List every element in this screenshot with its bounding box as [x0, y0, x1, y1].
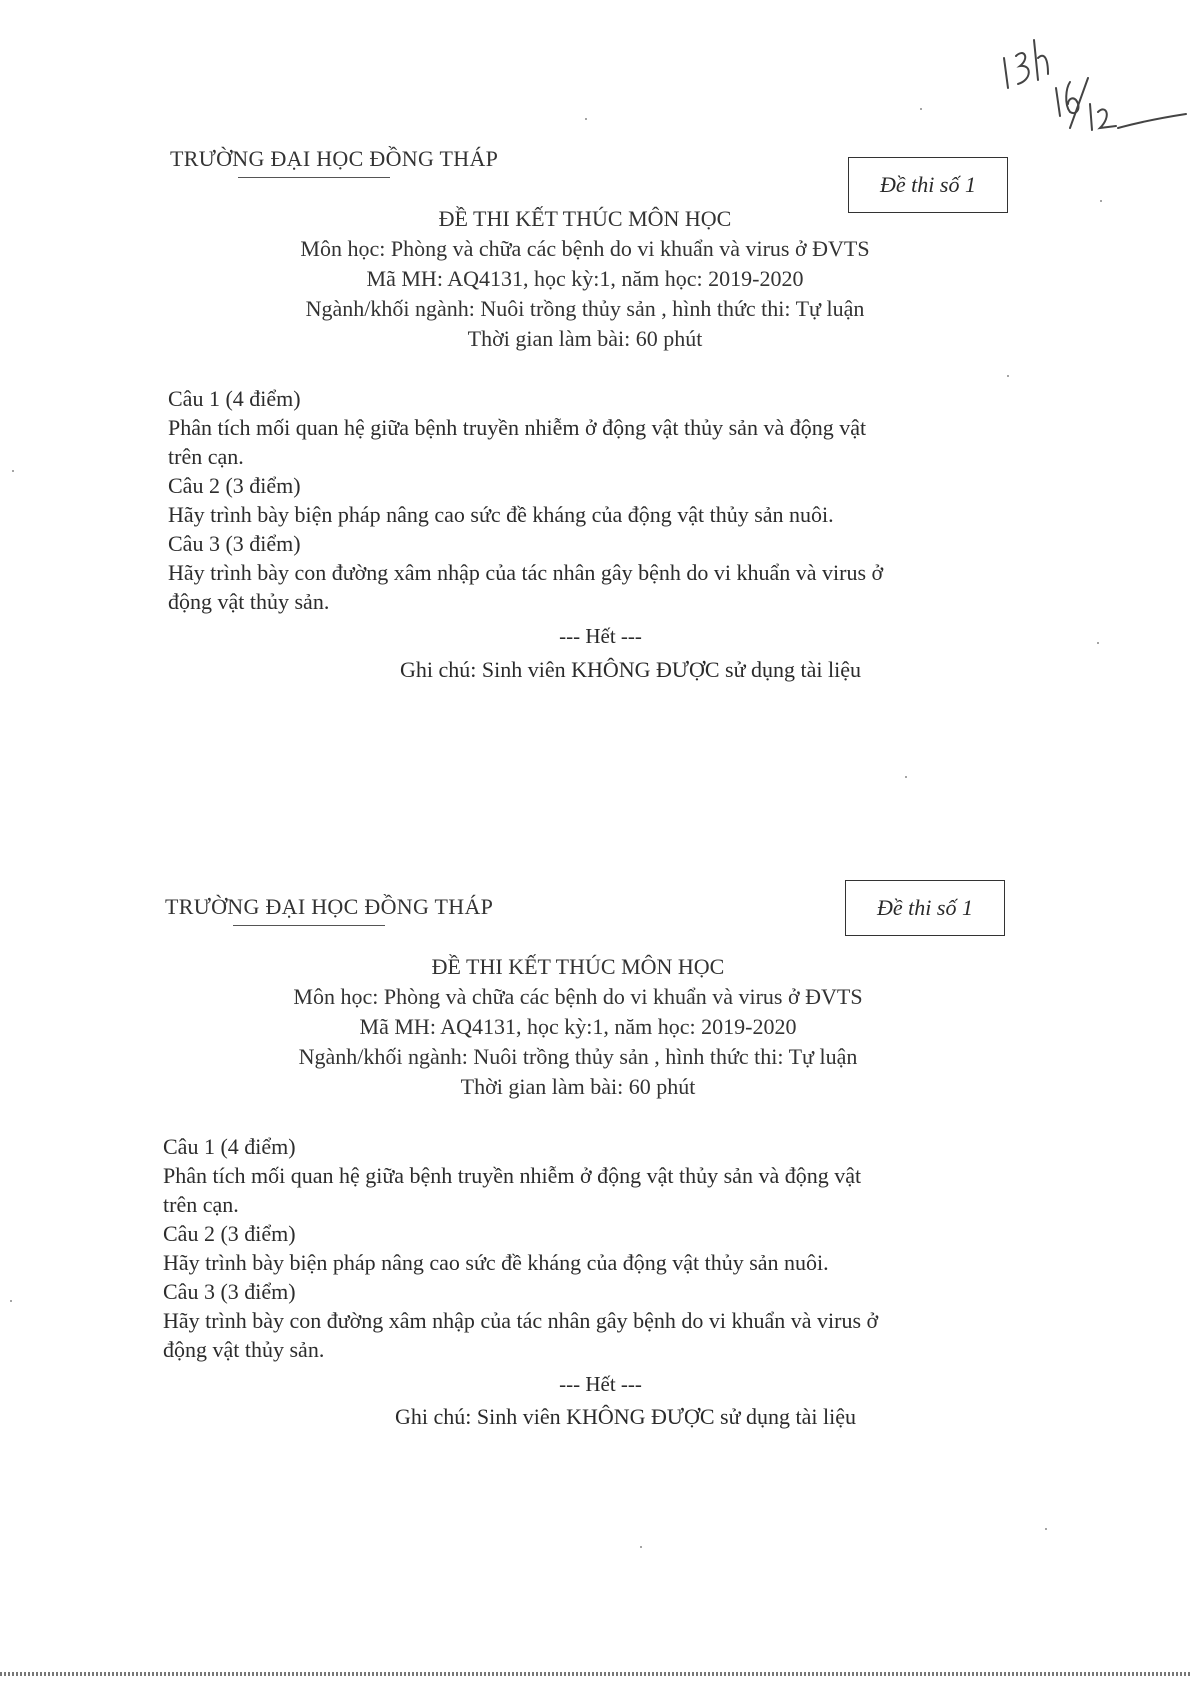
question-3-text: Hãy trình bày con đường xâm nhập của tác nhân gây bệnh do vi khuẩn và virus ở — [168, 560, 884, 585]
school-underline — [238, 177, 390, 178]
question-2-text: Hãy trình bày biện pháp nâng cao sức đề kháng của động vật thủy sản nuôi. — [163, 1250, 829, 1275]
exam-sheet-top — [0, 0, 1191, 682]
question-list — [168, 384, 1018, 616]
question-1-heading: Câu 1 (4 điểm) — [163, 1134, 296, 1159]
exam-title: ĐỀ THI KẾT THÚC MÔN HỌC — [431, 954, 725, 979]
exam-note: Ghi chú: Sinh viên KHÔNG ĐƯỢC sử dụng tài liệu — [399, 657, 862, 682]
exam-code-box — [845, 880, 1005, 936]
question-3-heading: Câu 3 (3 điểm) — [168, 531, 301, 556]
question-1-text-cont: trên cạn. — [168, 444, 244, 469]
question-3-text-cont: động vật thủy sản. — [168, 589, 330, 614]
exam-code: Đề thi số 1 — [877, 895, 973, 920]
question-2-heading: Câu 2 (3 điểm) — [163, 1221, 296, 1246]
scan-speck — [1045, 1528, 1047, 1530]
question-2-heading: Câu 2 (3 điểm) — [168, 473, 301, 498]
scan-bottom-edge — [0, 1672, 1191, 1676]
scan-speck — [640, 1546, 642, 1548]
scan-speck — [585, 118, 587, 120]
course-info-line: Mã MH: AQ4131, học kỳ:1, năm học: 2019-2020 — [359, 1014, 797, 1039]
scan-speck — [10, 1300, 12, 1302]
exam-sheet-bottom — [0, 748, 1191, 1429]
question-1-text: Phân tích mối quan hệ giữa bệnh truyền nhiễm ở động vật thủy sản và động vật — [163, 1163, 862, 1188]
end-mark: --- Hết --- — [559, 1372, 642, 1396]
school-underline — [233, 925, 385, 926]
school-name: TRƯỜNG ĐẠI HỌC ĐỒNG THÁP — [170, 146, 499, 171]
duration-line: Thời gian làm bài: 60 phút — [467, 326, 703, 351]
scan-speck — [1100, 200, 1102, 202]
question-3-heading: Câu 3 (3 điểm) — [163, 1279, 296, 1304]
scan-speck — [1007, 375, 1009, 377]
exam-note: Ghi chú: Sinh viên KHÔNG ĐƯỢC sử dụng tài liệu — [394, 1404, 857, 1429]
end-mark: --- Hết --- — [559, 624, 642, 648]
duration-line: Thời gian làm bài: 60 phút — [460, 1074, 696, 1099]
subject-line: Môn học: Phòng và chữa các bệnh do vi khuẩn và virus ở ĐVTS — [293, 984, 863, 1009]
exam-header — [170, 204, 1000, 354]
exam-header — [163, 952, 993, 1102]
question-3-text-cont: động vật thủy sản. — [163, 1337, 325, 1362]
question-list — [163, 1132, 1013, 1364]
major-info-line: Ngành/khối ngành: Nuôi trồng thủy sản , hình thức thi: Tự luận — [298, 1044, 858, 1069]
question-1-heading: Câu 1 (4 điểm) — [168, 386, 301, 411]
exam-title: ĐỀ THI KẾT THÚC MÔN HỌC — [438, 206, 732, 231]
scan-speck — [1097, 642, 1099, 644]
scan-speck — [920, 108, 922, 110]
scan-speck — [905, 776, 907, 778]
scan-speck — [12, 470, 14, 472]
exam-code: Đề thi số 1 — [880, 172, 976, 197]
major-info-line: Ngành/khối ngành: Nuôi trồng thủy sản , hình thức thi: Tự luận — [305, 296, 865, 321]
school-name: TRƯỜNG ĐẠI HỌC ĐỒNG THÁP — [165, 894, 494, 919]
question-1-text-cont: trên cạn. — [163, 1192, 239, 1217]
question-2-text: Hãy trình bày biện pháp nâng cao sức đề kháng của động vật thủy sản nuôi. — [168, 502, 834, 527]
question-3-text: Hãy trình bày con đường xâm nhập của tác nhân gây bệnh do vi khuẩn và virus ở — [163, 1308, 879, 1333]
subject-line: Môn học: Phòng và chữa các bệnh do vi khuẩn và virus ở ĐVTS — [300, 236, 870, 261]
course-info-line: Mã MH: AQ4131, học kỳ:1, năm học: 2019-2020 — [366, 266, 804, 291]
question-1-text: Phân tích mối quan hệ giữa bệnh truyền nhiễm ở động vật thủy sản và động vật — [168, 415, 867, 440]
